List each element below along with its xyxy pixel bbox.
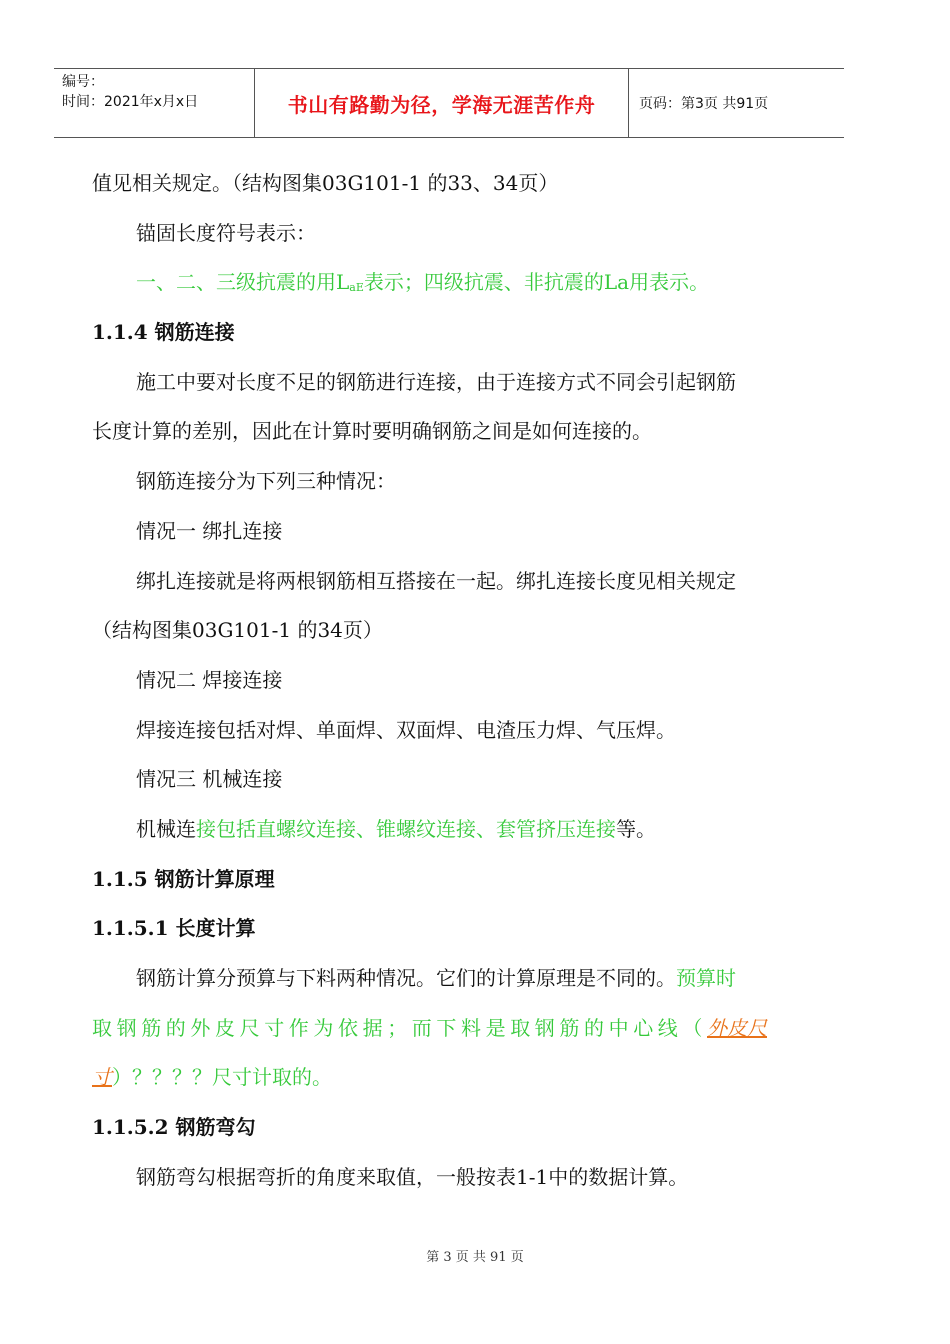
paragraph-line: 情况一 绑扎连接: [136, 518, 283, 543]
paragraph-line: [92, 1004, 810, 1054]
header-time-label: 时间：2021年x月x日: [62, 94, 199, 110]
text-span: 一、二、三级抗震的用L: [136, 270, 350, 295]
highlighted-text: 接包括直螺纹连接、锥螺纹连接、套管挤压连接: [196, 816, 616, 841]
page-footer: 第 3 页 共 91 页: [426, 1250, 524, 1265]
paragraph-line: 绑扎连接就是将两根钢筋相互搭接在一起。绑扎连接长度见相关规定: [136, 568, 736, 593]
section-heading-1-1-5-1: 1.1.5.1 长度计算: [92, 916, 256, 941]
document-header: [54, 68, 844, 138]
header-number-label: 编号：: [62, 74, 104, 90]
section-heading-1-1-4: 1.1.4 钢筋连接: [92, 320, 235, 345]
document-body: [92, 159, 810, 1202]
paragraph-line: （结构图集03G101-1 的34页）: [92, 618, 383, 643]
highlighted-text: 预算时: [676, 966, 736, 990]
paragraph-line: 值见相关规定。（结构图集03G101-1 的33、34页）: [92, 171, 559, 195]
text-span: 等。: [616, 816, 656, 841]
highlighted-text: 取钢筋的外皮尺寸作为依据；而下料是取钢筋的中心线（: [92, 1015, 707, 1040]
paragraph-line: 钢筋弯勾根据弯折的角度来取值，一般按表1-1中的数据计算。: [136, 1164, 689, 1189]
header-page-info: 页码：第3页 共91页: [639, 96, 769, 112]
paragraph-line: 长度计算的差别，因此在计算时要明确钢筋之间是如何连接的。: [92, 419, 652, 444]
section-heading-1-1-5: 1.1.5 钢筋计算原理: [92, 866, 275, 891]
header-motto: 书山有路勤为径，学海无涯苦作舟: [255, 69, 629, 137]
paragraph-line: [92, 805, 810, 855]
annotated-text: 寸: [92, 1065, 112, 1090]
text-span: 机械连: [136, 816, 196, 841]
highlighted-line: [92, 258, 810, 308]
highlighted-text: ）？？？？尺寸计取的。: [112, 1065, 332, 1090]
paragraph-line: [92, 1053, 810, 1103]
text-span: 钢筋计算分预算与下料两种情况。它们的计算原理是不同的。: [136, 966, 676, 990]
section-heading-1-1-5-2: 1.1.5.2 钢筋弯勾: [92, 1115, 256, 1140]
subscript: aE: [349, 281, 364, 295]
paragraph-line: 锚固长度符号表示：: [136, 220, 316, 245]
paragraph-line: 焊接连接包括对焊、单面焊、双面焊、电渣压力焊、气压焊。: [136, 717, 676, 742]
paragraph-line: 钢筋连接分为下列三种情况：: [136, 469, 396, 494]
paragraph-line: 情况二 焊接连接: [136, 667, 283, 692]
paragraph-line: 施工中要对长度不足的钢筋进行连接，由于连接方式不同会引起钢筋: [136, 369, 736, 394]
text-span: 表示；四级抗震、非抗震的La用表示。: [363, 270, 710, 295]
annotated-text: 外皮尺: [707, 1015, 767, 1040]
paragraph-line: 情况三 机械连接: [136, 767, 283, 792]
paragraph-line: [92, 954, 810, 1004]
header-meta: [54, 69, 255, 137]
